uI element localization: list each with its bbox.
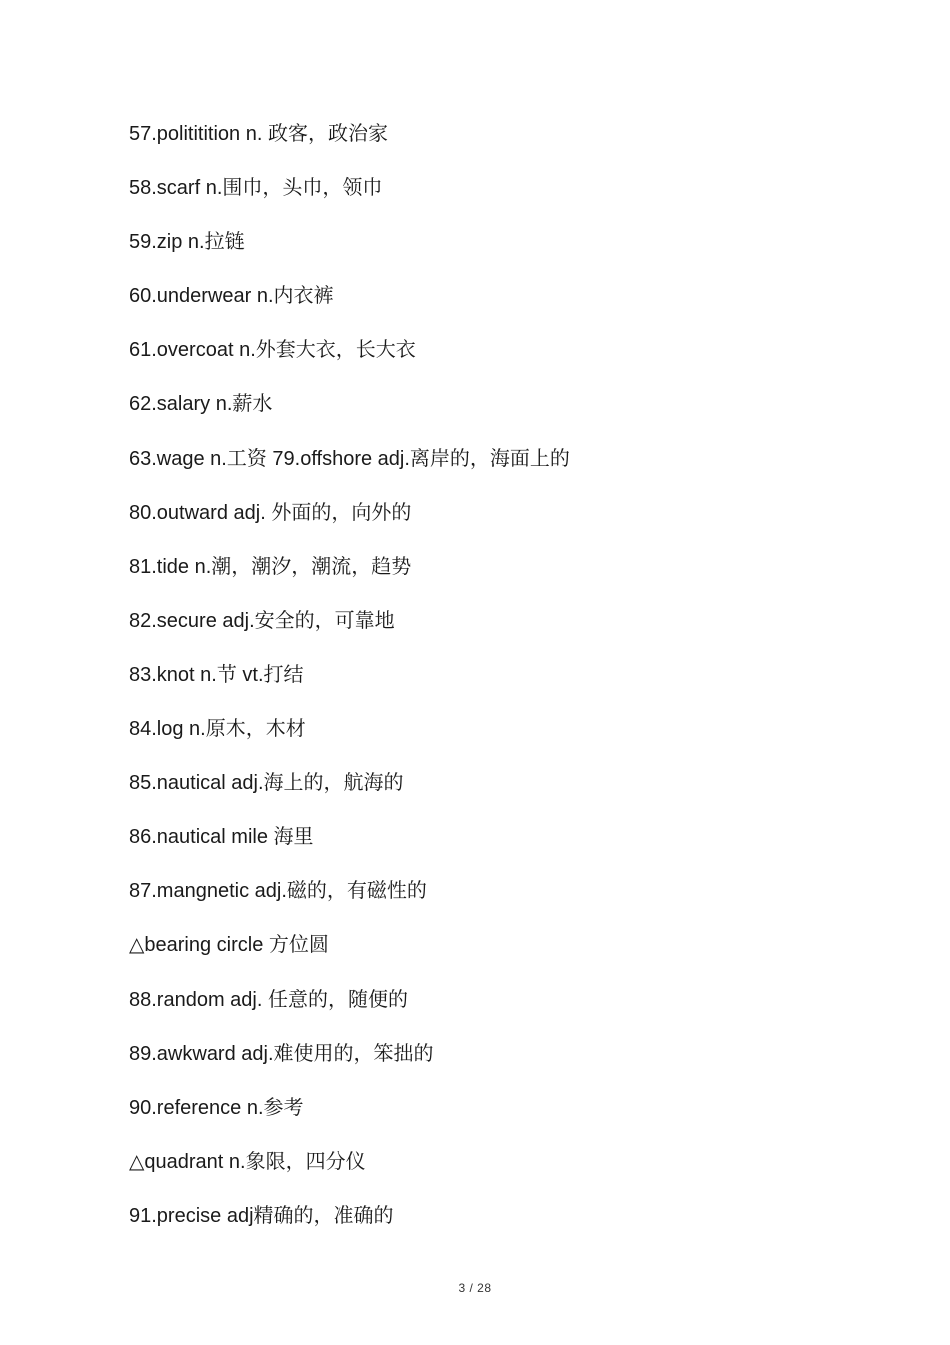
vocabulary-entry: 88.random adj. 任意的，随便的: [129, 988, 408, 1011]
vocabulary-entry: 58.scarf n.围巾，头巾，领巾: [129, 177, 383, 200]
vocabulary-entry: 61.overcoat n.外套大衣，长大衣: [129, 339, 416, 362]
vocabulary-entry: 91.precise adj精确的，准确的: [129, 1204, 394, 1227]
vocabulary-entry: △bearing circle 方位圆: [129, 934, 329, 957]
vocabulary-entry: 82.secure adj.安全的，可靠地: [129, 609, 395, 632]
vocabulary-entry: 60.underwear n.内衣裤: [129, 285, 334, 308]
vocabulary-entry: 85.nautical adj.海上的，航海的: [129, 772, 404, 795]
page-number: 3 / 28: [458, 1281, 492, 1295]
vocabulary-entry: 87.mangnetic adj.磁的，有磁性的: [129, 880, 427, 903]
vocabulary-entry: 89.awkward adj.难使用的，笨拙的: [129, 1042, 434, 1065]
vocabulary-entry: 86.nautical mile 海里: [129, 826, 314, 849]
vocabulary-entry: △quadrant n.象限，四分仪: [129, 1150, 366, 1173]
vocabulary-entry: 62.salary n.薪水: [129, 393, 273, 416]
vocabulary-entry: 80.outward adj. 外面的，向外的: [129, 501, 412, 524]
vocabulary-entry: 83.knot n.节 vt.打结: [129, 663, 304, 686]
vocabulary-list: [129, 119, 570, 1255]
vocabulary-entry: 59.zip n.拉链: [129, 231, 245, 254]
vocabulary-entry: 63.wage n.工资 79.offshore adj.离岸的，海面上的: [129, 447, 570, 470]
vocabulary-entry: 84.log n.原木，木材: [129, 718, 306, 741]
vocabulary-entry: 90.reference n.参考: [129, 1096, 304, 1119]
vocabulary-entry: 57.polititition n. 政客，政治家: [129, 123, 388, 145]
vocabulary-entry: 81.tide n.潮，潮汐，潮流，趋势: [129, 555, 412, 578]
